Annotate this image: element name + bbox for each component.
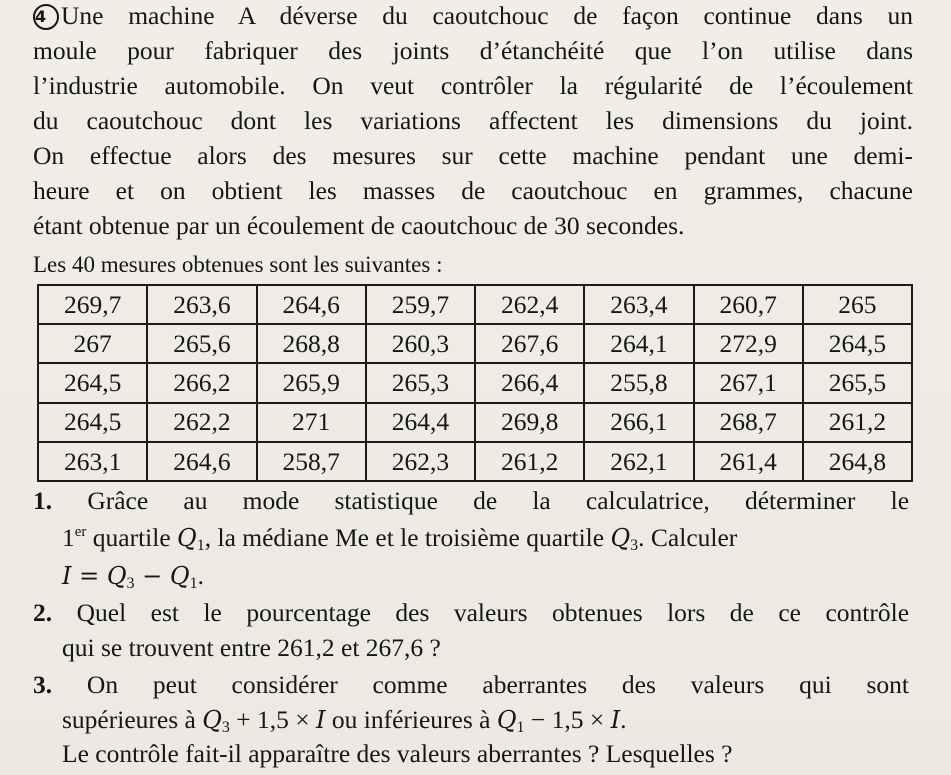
table-cell: 264,4 <box>366 403 475 442</box>
question-2-line-2: qui se trouvent entre 261,2 et 267,6 ? <box>62 633 441 662</box>
table-cell: 267,1 <box>694 363 803 402</box>
intro-line-2: moule pour fabriquer des joints d’étanchéité que l’on utilise dans <box>33 36 913 65</box>
table-row <box>38 442 912 481</box>
table-cell: 263,1 <box>38 442 147 481</box>
intro-line-3: l’industrie automobile. On veut contrôler la régularité de l’écoulement <box>33 71 913 100</box>
intro-line-7: étant obtenue par un écoulement de caoutchouc de 30 secondes. <box>33 211 685 240</box>
table-cell: 265,9 <box>257 363 366 402</box>
question-3-line-2: supérieures à $Q_3 + 1,5 \times I$ ou inférieures à $Q_1 - 1,5 \times I$. <box>62 705 627 736</box>
question-3-line-3: Le contrôle fait-il apparaître des valeurs aberrantes ? Lesquelles ? <box>62 739 733 768</box>
table-cell: 264,6 <box>257 285 366 324</box>
table-cell: 261,4 <box>694 442 803 481</box>
table-cell: 268,7 <box>694 403 803 442</box>
question-1-number: 1. <box>33 486 53 515</box>
table-cell: 269,8 <box>475 403 584 442</box>
intro-line-6: heure et on obtient les masses de caoutchouc en grammes, chacune <box>33 176 913 205</box>
intro-line-5: On effectue alors des mesures sur cette machine pendant une demi- <box>33 141 913 170</box>
table-row <box>38 363 912 402</box>
table-cell: 262,4 <box>475 285 584 324</box>
table-row <box>38 285 912 324</box>
table-cell: 260,7 <box>694 285 803 324</box>
question-1-line-1: 1. Grâce au mode statistique de la calculatrice, déterminer le <box>33 486 910 515</box>
table-cell: 262,3 <box>366 442 475 481</box>
table-cell: 262,1 <box>584 442 693 481</box>
table-cell: 265,5 <box>803 363 912 402</box>
table-cell: 264,5 <box>38 363 147 402</box>
table-cell: 266,1 <box>584 403 693 442</box>
table-cell: 263,4 <box>584 285 693 324</box>
measurements-table <box>37 284 913 482</box>
table-cell: 268,8 <box>257 324 366 363</box>
table-cell: 261,2 <box>803 403 912 442</box>
question-1-line-2: 1er quartile $Q_1$, la médiane Me et le troisième quartile $Q_3$. Calculer <box>62 523 738 554</box>
table-cell: 269,7 <box>38 285 147 324</box>
table-cell: 266,2 <box>147 363 256 402</box>
table-cell: 272,9 <box>694 324 803 363</box>
table-cell: 264,6 <box>147 442 256 481</box>
table-caption: Les 40 mesures obtenues sont les suivantes : <box>33 252 443 277</box>
question-2-number: 2. <box>33 598 53 627</box>
exercise-number-badge: 4 <box>33 4 59 30</box>
table-cell: 264,1 <box>584 324 693 363</box>
table-row <box>38 403 912 442</box>
question-3-number: 3. <box>33 670 53 699</box>
table-cell: 264,5 <box>38 403 147 442</box>
table-cell: 271 <box>257 403 366 442</box>
table-cell: 259,7 <box>366 285 475 324</box>
table-cell: 262,2 <box>147 403 256 442</box>
table-cell: 266,4 <box>475 363 584 402</box>
table-cell: 265 <box>803 285 912 324</box>
table-cell: 260,3 <box>366 324 475 363</box>
table-cell: 265,3 <box>366 363 475 402</box>
table-row <box>38 324 912 363</box>
table-cell: 255,8 <box>584 363 693 402</box>
intro-line-1: 4 Une machine A déverse du caoutchouc de façon continue dans un <box>35 1 913 30</box>
intro-line-4: du caoutchouc dont les variations affectent les dimensions du joint. <box>33 106 913 135</box>
table-cell: 263,6 <box>147 285 256 324</box>
table-cell: 267,6 <box>475 324 584 363</box>
question-1-formula: $I = Q_3 - Q_1$. <box>62 561 204 592</box>
table-cell: 258,7 <box>257 442 366 481</box>
table-cell: 265,6 <box>147 324 256 363</box>
question-2-line-1: 2. Quel est le pourcentage des valeurs obtenues lors de ce contrôle <box>33 598 910 627</box>
table-cell: 264,8 <box>803 442 912 481</box>
table-cell: 264,5 <box>803 324 912 363</box>
question-3-line-1: 3. On peut considérer comme aberrantes des valeurs qui sont <box>33 670 910 699</box>
table-cell: 267 <box>38 324 147 363</box>
table-cell: 261,2 <box>475 442 584 481</box>
